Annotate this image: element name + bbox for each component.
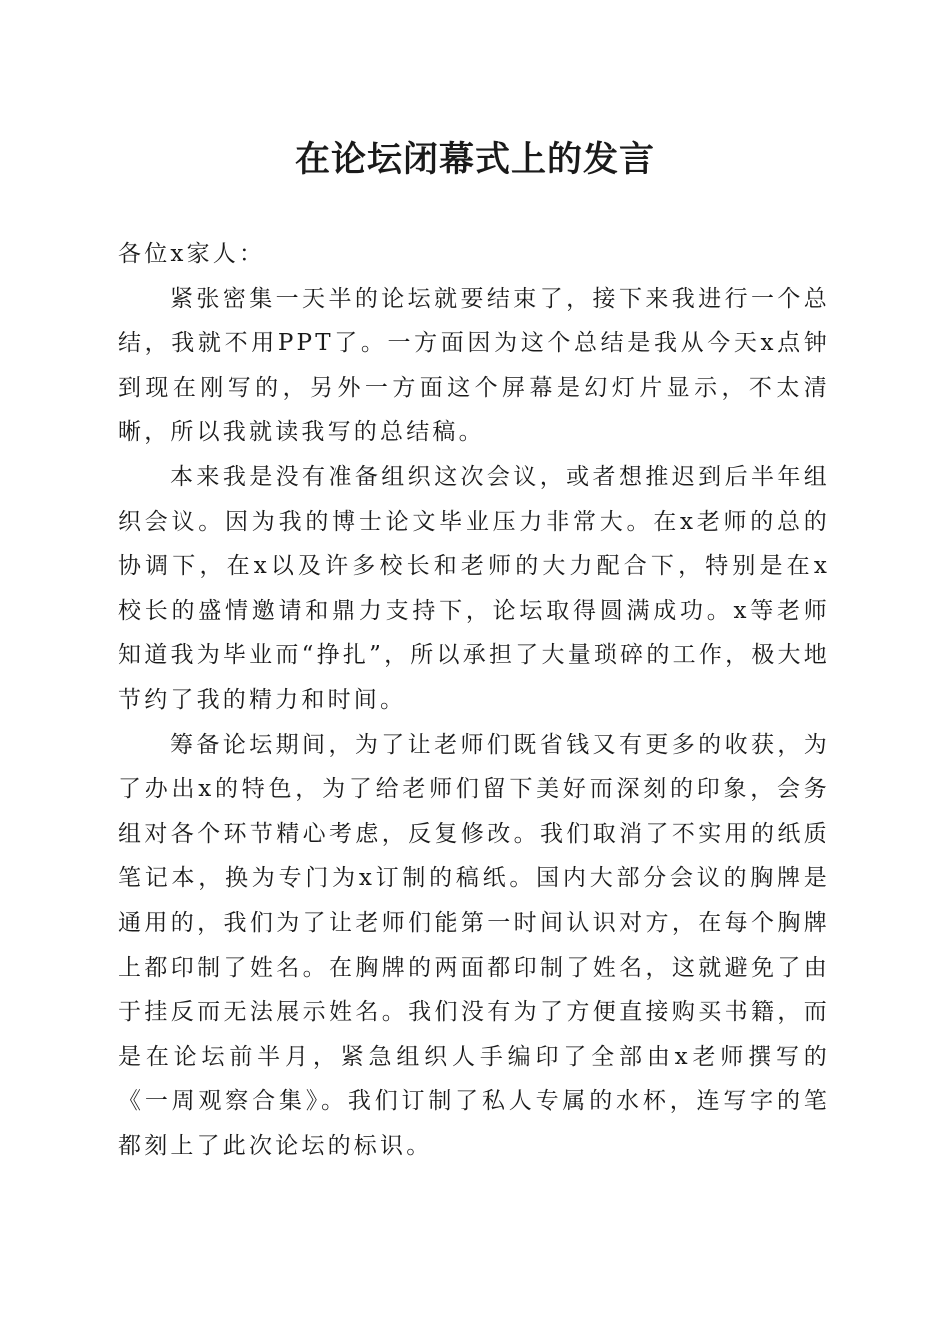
document-body (118, 232, 830, 1168)
salutation: 各位x家人： (118, 241, 266, 267)
document-title: 在论坛闭幕式上的发言 (294, 139, 655, 180)
paragraph-1: 紧张密集一天半的论坛就要结束了，接下来我进行一个总结，我就不用PPT了。一方面因为这个总结是我从今天x点钟到现在刚写的，另外一方面这个屏幕是幻灯片显示，不太清晰，所以我就读我写的总结稿。 (118, 285, 830, 446)
paragraph-2: 本来我是没有准备组织这次会议，或者想推迟到后半年组织会议。因为我的博士论文毕业压力非常大。在x老师的总的协调下，在x以及许多校长和老师的大力配合下，特别是在x校长的盛情邀请和鼎力支持下，论坛取得圆满成功。x等老师知道我为毕业而“挣扎”，所以承担了大量琐碎的工作，极大地节约了我的精力和时间。 (118, 463, 830, 713)
paragraph-3: 筹备论坛期间，为了让老师们既省钱又有更多的收获，为了办出x的特色，为了给老师们留下美好而深刻的印象，会务组对各个环节精心考虑，反复修改。我们取消了不实用的纸质笔记本，换为专门为x订制的稿纸。国内大部分会议的胸牌是通用的，我们为了让老师们能第一时间认识对方，在每个胸牌上都印制了姓名。在胸牌的两面都印制了姓名，这就避免了由于挂反而无法展示姓名。我们没有为了方便直接购买书籍，而是在论坛前半月，紧急组织人手编印了全部由x老师撰写的《一周观察合集》。我们订制了私人专属的水杯，连写字的笔都刻上了此次论坛的标识。 (118, 731, 830, 1159)
